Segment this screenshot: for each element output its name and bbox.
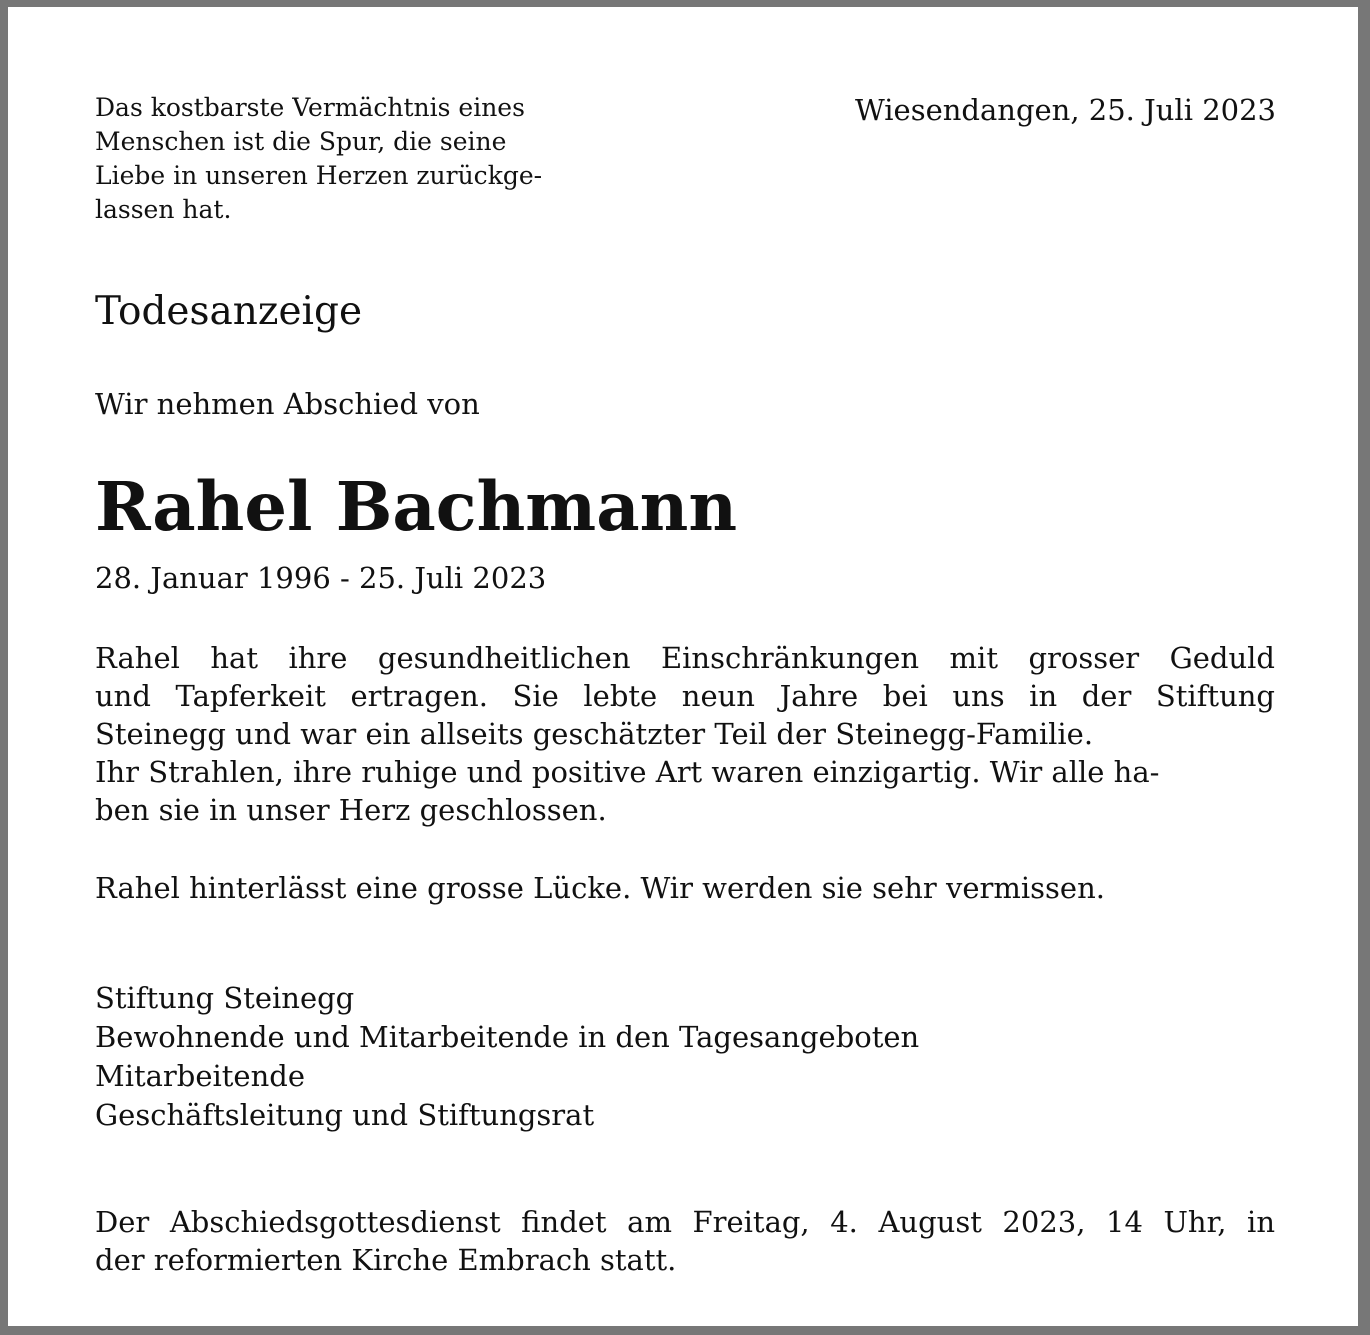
- paragraph-line: Steinegg und war ein allseits geschätzter Teil der Steinegg-Familie.: [95, 717, 1094, 751]
- quote-line: Das kostbarste Vermächtnis eines: [95, 93, 525, 122]
- place-date: Wiesendangen, 25. Juli 2023: [854, 93, 1276, 127]
- deceased-name: Rahel Bachmann: [95, 467, 738, 546]
- quote-line: Menschen ist die Spur, die seine: [95, 127, 507, 156]
- closing-paragraph: Rahel hinterlässt eine grosse Lücke. Wir werden sie sehr vermissen.: [95, 871, 1105, 905]
- tribute-paragraph: [95, 639, 1275, 829]
- quote-line: lassen hat.: [95, 195, 232, 224]
- quote: [95, 91, 615, 227]
- notice-title: Todesanzeige: [95, 289, 363, 334]
- paragraph-line: ben sie in unser Herz geschlossen.: [95, 793, 607, 827]
- life-dates: 28. Januar 1996 - 25. Juli 2023: [95, 561, 547, 595]
- service-line: Der Abschiedsgottesdienst findet am Freitag, 4. August 2023, 14 Uhr, in: [95, 1205, 1275, 1239]
- signatory: Stiftung Steinegg: [95, 981, 355, 1015]
- quote-line: Liebe in unseren Herzen zurückge-: [95, 161, 543, 190]
- signatory: Bewohnende und Mitarbeitende in den Tagesangeboten: [95, 1020, 920, 1054]
- paragraph-line: Rahel hat ihre gesundheitlichen Einschränkungen mit grosser Geduld: [95, 641, 1275, 675]
- paragraph-line: Ihr Strahlen, ihre ruhige und positive Art waren einzigartig. Wir alle ha-: [95, 755, 1160, 789]
- signatory: Mitarbeitende: [95, 1059, 305, 1093]
- paragraph-line: und Tapferkeit ertragen. Sie lebte neun Jahre bei uns in der Stiftung: [95, 679, 1275, 713]
- service-line: der reformierten Kirche Embrach statt.: [95, 1243, 677, 1277]
- intro-text: Wir nehmen Abschied von: [95, 387, 480, 421]
- signatory: Geschäftsleitung und Stiftungsrat: [95, 1098, 595, 1132]
- service-info: [95, 1203, 1275, 1279]
- signatories: [95, 979, 919, 1135]
- death-notice-page: [8, 7, 1358, 1326]
